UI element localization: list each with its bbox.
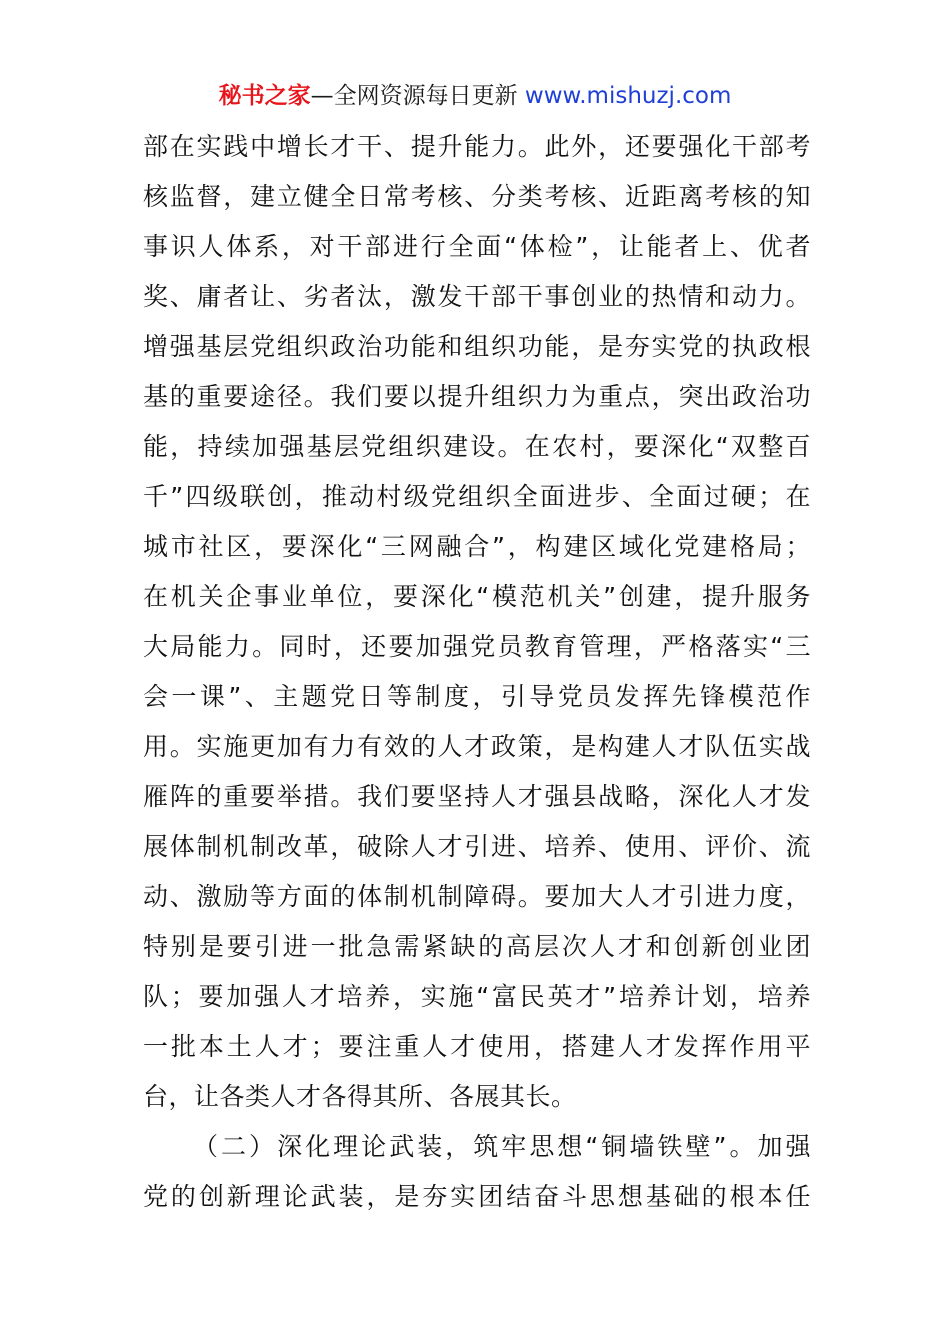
text-line: 千”四级联创，推动村级党组织全面进步、全面过硬；在 <box>143 482 811 511</box>
text-line: 部在实践中增长才干、提升能力。此外，还要强化干部考 <box>143 132 811 161</box>
section-heading-line: （二）深化理论武装，筑牢思想“铜墙铁壁”。加强 <box>193 1132 811 1161</box>
text-line: 用。实施更加有力有效的人才政策，是构建人才队伍实战 <box>143 732 811 761</box>
text-line: 大局能力。同时，还要加强党员教育管理，严格落实“三 <box>143 632 811 661</box>
text-line: 展体制机制改革，破除人才引进、培养、使用、评价、流 <box>143 832 811 861</box>
document-body <box>143 122 811 1222</box>
text-line: 会一课”、主题党日等制度，引导党员发挥先锋模范作 <box>143 682 811 711</box>
text-line: 基的重要途径。我们要以提升组织力为重点，突出政治功 <box>143 382 811 411</box>
text-line: 核监督，建立健全日常考核、分类考核、近距离考核的知 <box>143 182 811 211</box>
text-line: 奖、庸者让、劣者汰，激发干部干事创业的热情和动力。 <box>143 282 811 311</box>
text-line: 台，让各类人才各得其所、各展其长。 <box>143 1082 577 1111</box>
text-line: 特别是要引进一批急需紧缺的高层次人才和创新创业团 <box>143 932 811 961</box>
site-url-link[interactable]: www.mishuzj.com <box>524 83 732 109</box>
header-slogan: —全网资源每日更新 <box>310 83 518 109</box>
brand-name: 秘书之家 <box>218 83 311 109</box>
text-line: 队；要加强人才培养，实施“富民英才”培养计划，培养 <box>143 982 811 1011</box>
text-line: 增强基层党组织政治功能和组织功能，是夯实党的执政根 <box>143 332 811 361</box>
text-line: 雁阵的重要举措。我们要坚持人才强县战略，深化人才发 <box>143 782 811 811</box>
site-header <box>0 80 950 112</box>
text-line: 一批本土人才；要注重人才使用，搭建人才发挥作用平 <box>143 1032 811 1061</box>
text-line: 事识人体系，对干部进行全面“体检”，让能者上、优者 <box>143 232 811 261</box>
text-line: 城市社区，要深化“三网融合”，构建区域化党建格局； <box>143 532 811 561</box>
text-line: 在机关企事业单位，要深化“模范机关”创建，提升服务 <box>143 582 811 611</box>
text-line: 能，持续加强基层党组织建设。在农村，要深化“双整百 <box>143 432 811 461</box>
text-line: 动、激励等方面的体制机制障碍。要加大人才引进力度， <box>143 882 811 911</box>
text-line: 党的创新理论武装，是夯实团结奋斗思想基础的根本任 <box>143 1182 811 1211</box>
